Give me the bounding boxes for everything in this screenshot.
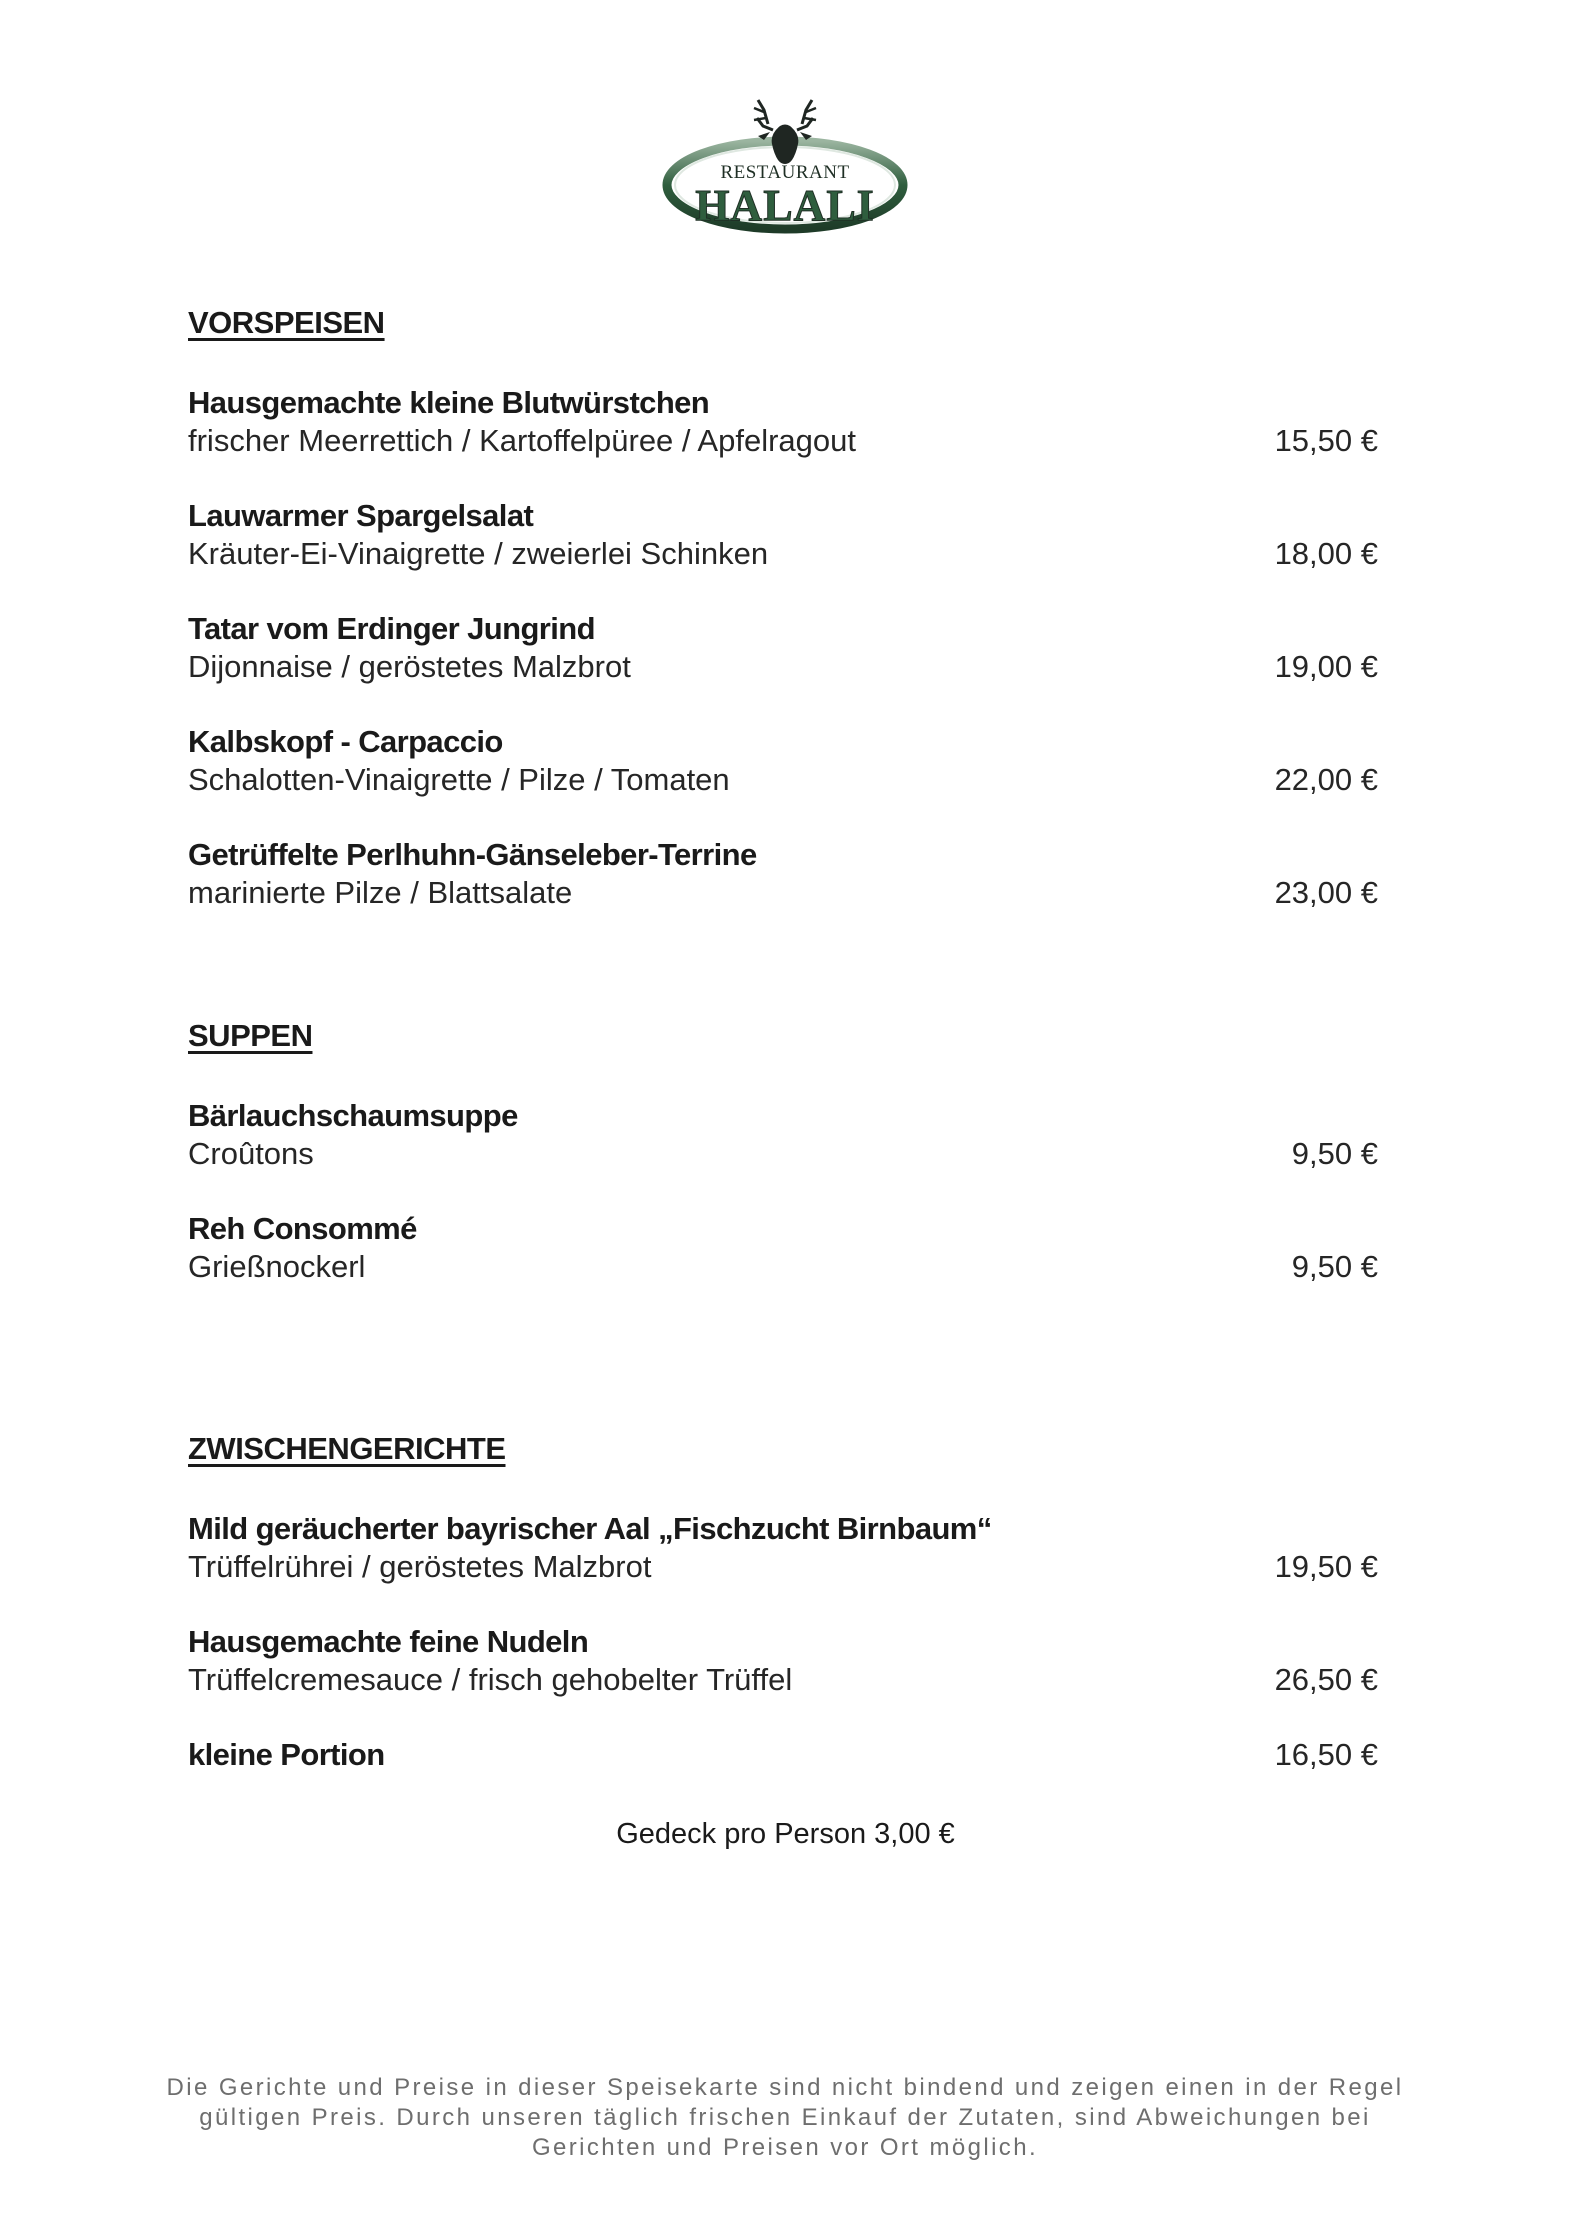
item-description: Grießnockerl <box>188 1249 366 1284</box>
logo-line2: HALALI <box>695 181 875 230</box>
item-price: 18,00 € <box>1274 536 1378 571</box>
item-name: Reh Consommé <box>188 1211 417 1246</box>
menu-item <box>188 1210 1378 1286</box>
item-name: Lauwarmer Spargelsalat <box>188 498 534 533</box>
item-price: 15,50 € <box>1274 423 1378 458</box>
logo-graphic <box>660 78 910 254</box>
item-description: Trüffelcremesauce / frisch gehobelter Trüffel <box>188 1662 793 1697</box>
section-zwischengerichte <box>188 1429 1378 1811</box>
item-description: marinierte Pilze / Blattsalate <box>188 875 573 910</box>
section-vorspeisen <box>188 303 1378 949</box>
section-title: VORSPEISEN <box>188 305 385 340</box>
item-name: Getrüffelte Perlhuhn-Gänseleber-Terrine <box>188 837 757 872</box>
item-price: 22,00 € <box>1274 762 1378 797</box>
item-price: 9,50 € <box>1291 1249 1378 1284</box>
section-title: SUPPEN <box>188 1018 313 1053</box>
item-name: Bärlauchschaumsuppe <box>188 1098 518 1133</box>
restaurant-logo <box>660 78 910 254</box>
item-description: Dijonnaise / geröstetes Malzbrot <box>188 649 631 684</box>
menu-item <box>188 384 1378 460</box>
menu-item <box>188 1097 1378 1173</box>
item-price: 26,50 € <box>1274 1662 1378 1697</box>
item-description: frischer Meerrettich / Kartoffelpüree / Apfelragout <box>188 423 856 458</box>
item-name: kleine Portion <box>188 1737 385 1772</box>
menu-item <box>188 1510 1378 1586</box>
item-price: 23,00 € <box>1274 875 1378 910</box>
item-description: Trüffelrührei / geröstetes Malzbrot <box>188 1549 652 1584</box>
item-description: Croûtons <box>188 1136 314 1171</box>
section-title: ZWISCHENGERICHTE <box>188 1431 506 1466</box>
menu-item <box>188 1623 1378 1699</box>
disclaimer: Die Gerichte und Preise in dieser Speisekarte sind nicht bindend und zeigen einen in der Regel gültigen Preis. Durch unseren täglich frischen Einkauf der Zutaten, sind Abweichungen bei Gerichten und Preisen vor Ort möglich. <box>166 2074 1404 2161</box>
item-price: 9,50 € <box>1291 1136 1378 1171</box>
menu-item <box>188 610 1378 686</box>
item-price: 19,00 € <box>1274 649 1378 684</box>
menu-item <box>188 497 1378 573</box>
item-name: Hausgemachte kleine Blutwürstchen <box>188 385 710 420</box>
cover-charge: Gedeck pro Person 3,00 € <box>616 1818 955 1850</box>
section-suppen <box>188 1016 1378 1323</box>
item-name: Mild geräucherter bayrischer Aal „Fischzucht Birnbaum“ <box>188 1511 992 1546</box>
menu-item <box>188 836 1378 912</box>
menu-item <box>188 723 1378 799</box>
item-price: 19,50 € <box>1274 1549 1378 1584</box>
item-description: Kräuter-Ei-Vinaigrette / zweierlei Schinken <box>188 536 769 571</box>
menu-item <box>188 1736 1378 1774</box>
item-name: Hausgemachte feine Nudeln <box>188 1624 589 1659</box>
item-name: Tatar vom Erdinger Jungrind <box>188 611 595 646</box>
logo-line1: RESTAURANT <box>720 162 850 183</box>
item-price: 16,50 € <box>1274 1737 1378 1772</box>
item-description: Schalotten-Vinaigrette / Pilze / Tomaten <box>188 762 730 797</box>
item-name: Kalbskopf - Carpaccio <box>188 724 503 759</box>
